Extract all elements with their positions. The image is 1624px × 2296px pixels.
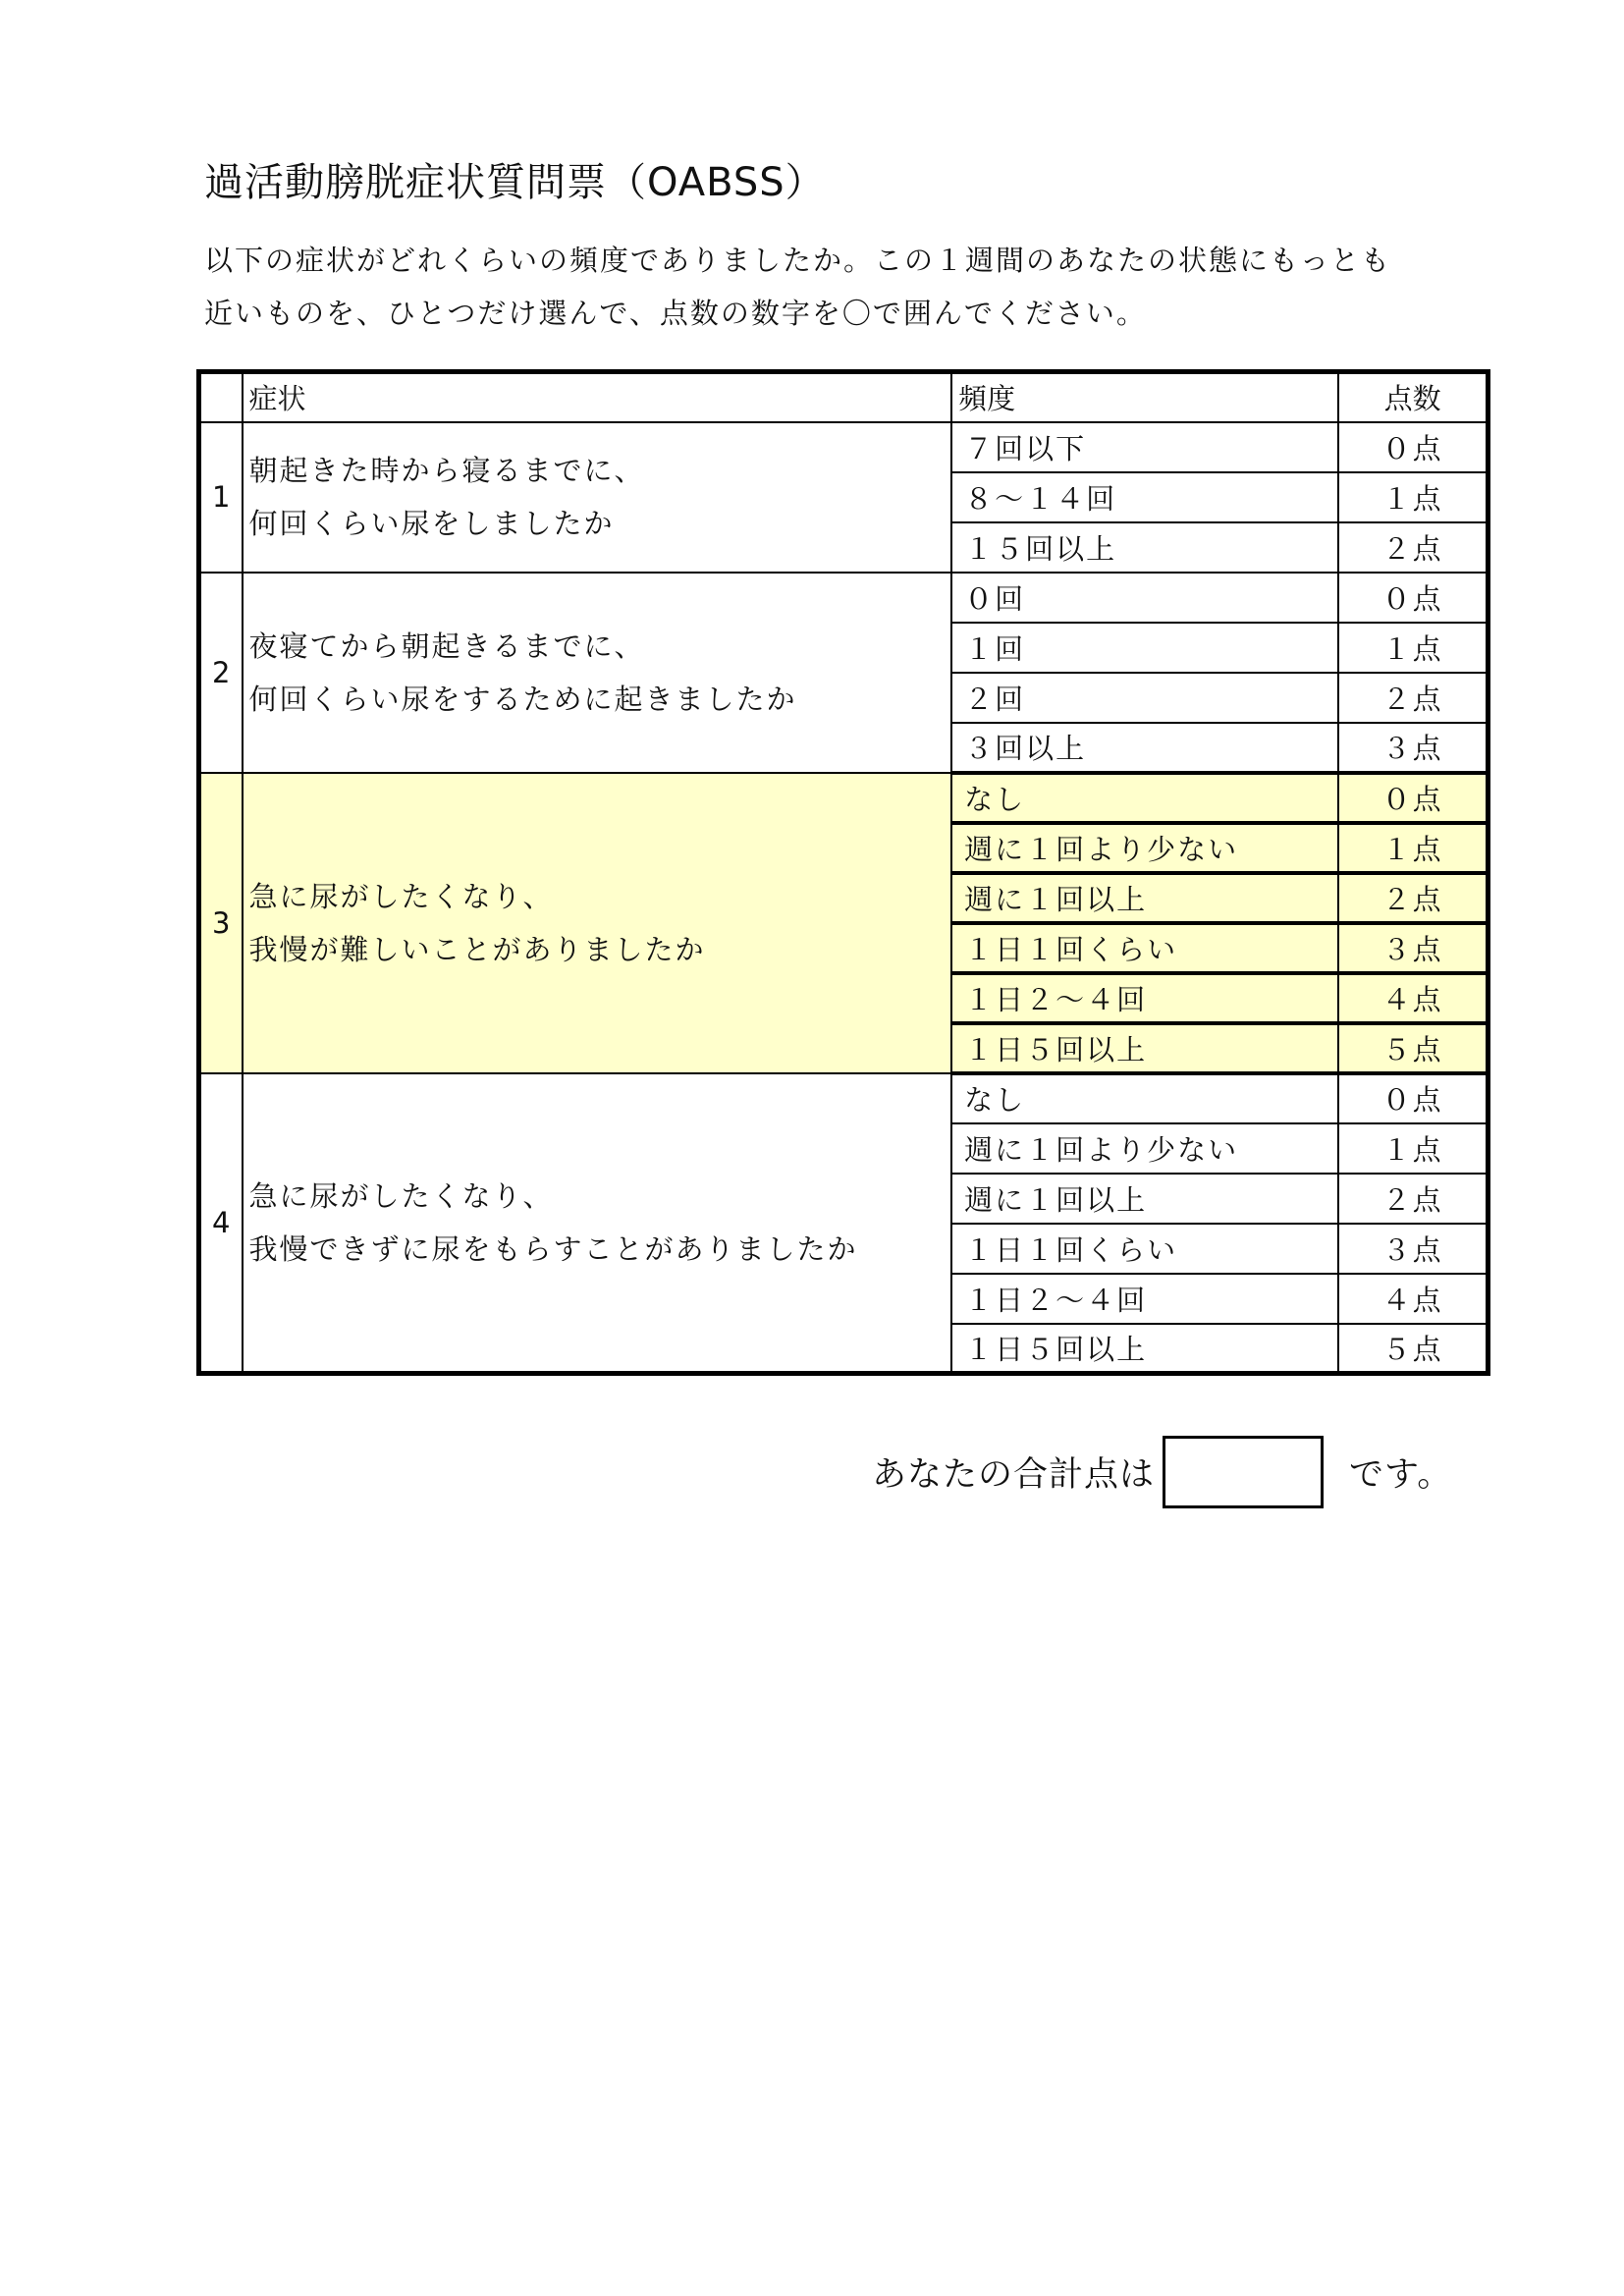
- question-line: 朝起きた時から寝るまでに、: [248, 454, 645, 487]
- points-option[interactable]: ２点: [1338, 873, 1488, 923]
- frequency-option: １５回以上: [951, 522, 1338, 573]
- points-option[interactable]: ０点: [1338, 773, 1488, 823]
- points-option[interactable]: １点: [1338, 623, 1488, 673]
- total-score-box[interactable]: [1163, 1436, 1324, 1508]
- total-score-suffix: です。: [1349, 1455, 1453, 1495]
- frequency-option: 週に１回以上: [951, 1174, 1338, 1224]
- question-number: 4: [199, 1073, 243, 1374]
- frequency-option: ８～１４回: [951, 472, 1338, 522]
- question-text: [243, 573, 952, 773]
- question-text: [243, 422, 952, 573]
- table-header-row: [199, 372, 1489, 422]
- question-line: 夜寝てから朝起きるまでに、: [248, 629, 645, 663]
- option-row: [199, 573, 1489, 623]
- frequency-option: ７回以下: [951, 422, 1338, 472]
- instructions: [204, 234, 1391, 340]
- question-text: [243, 773, 952, 1073]
- points-option[interactable]: ５点: [1338, 1023, 1488, 1073]
- question-number: 3: [199, 773, 243, 1073]
- points-option[interactable]: ３点: [1338, 1224, 1488, 1274]
- header-points: 点数: [1338, 372, 1488, 422]
- points-option[interactable]: ３点: [1338, 923, 1488, 973]
- points-option[interactable]: ０点: [1338, 422, 1488, 472]
- points-option[interactable]: １点: [1338, 1123, 1488, 1174]
- oabss-table-body: [199, 372, 1489, 1374]
- instruction-line: 以下の症状がどれくらいの頻度でありましたか。この１週間のあなたの状態にもっとも: [204, 244, 1392, 277]
- points-option[interactable]: ０点: [1338, 1073, 1488, 1123]
- points-option[interactable]: ４点: [1338, 973, 1488, 1023]
- question-line: 急に尿がしたくなり、: [248, 1178, 554, 1213]
- header-frequency: 頻度: [951, 372, 1338, 422]
- frequency-option: なし: [951, 1073, 1338, 1123]
- frequency-option: １日５回以上: [951, 1324, 1338, 1374]
- page-title: 過活動膀胱症状質問票（OABSS）: [204, 160, 826, 205]
- points-option[interactable]: ２点: [1338, 1174, 1488, 1224]
- frequency-option: ０回: [951, 573, 1338, 623]
- question-line: 我慢が難しいことがありましたか: [248, 932, 706, 966]
- frequency-option: 週に１回以上: [951, 873, 1338, 923]
- oabss-table: [196, 369, 1490, 1376]
- points-option[interactable]: ３点: [1338, 723, 1488, 773]
- question-number: 2: [199, 573, 243, 773]
- option-row: [199, 422, 1489, 472]
- frequency-option: １回: [951, 623, 1338, 673]
- points-option[interactable]: ５点: [1338, 1324, 1488, 1374]
- frequency-option: １日２～４回: [951, 1274, 1338, 1324]
- header-number: [199, 372, 243, 422]
- question-line: 我慢できずに尿をもらすことがありましたか: [248, 1231, 858, 1266]
- question-line: 何回くらい尿をしましたか: [248, 507, 615, 540]
- frequency-option: ３回以上: [951, 723, 1338, 773]
- header-symptom: 症状: [243, 372, 952, 422]
- points-option[interactable]: ０点: [1338, 573, 1488, 623]
- frequency-option: １日２～４回: [951, 973, 1338, 1023]
- question-number: 1: [199, 422, 243, 573]
- frequency-option: 週に１回より少ない: [951, 1123, 1338, 1174]
- points-option[interactable]: ２点: [1338, 522, 1488, 573]
- points-option[interactable]: ２点: [1338, 673, 1488, 723]
- frequency-option: １日１回くらい: [951, 923, 1338, 973]
- frequency-option: なし: [951, 773, 1338, 823]
- frequency-option: １日５回以上: [951, 1023, 1338, 1073]
- question-text: [243, 1073, 952, 1374]
- option-row: [199, 773, 1489, 823]
- frequency-option: １日１回くらい: [951, 1224, 1338, 1274]
- frequency-option: ２回: [951, 673, 1338, 723]
- question-line: 急に尿がしたくなり、: [248, 879, 554, 913]
- frequency-option: 週に１回より少ない: [951, 823, 1338, 873]
- points-option[interactable]: １点: [1338, 823, 1488, 873]
- instruction-line: 近いものを、ひとつだけ選んで、点数の数字を〇で囲んでください。: [204, 297, 1147, 330]
- question-line: 何回くらい尿をするために起きましたか: [248, 682, 797, 716]
- total-score-row: [872, 1434, 1452, 1510]
- points-option[interactable]: １点: [1338, 472, 1488, 522]
- total-score-label: あなたの合計点は: [872, 1455, 1156, 1495]
- option-row: [199, 1073, 1489, 1123]
- points-option[interactable]: ４点: [1338, 1274, 1488, 1324]
